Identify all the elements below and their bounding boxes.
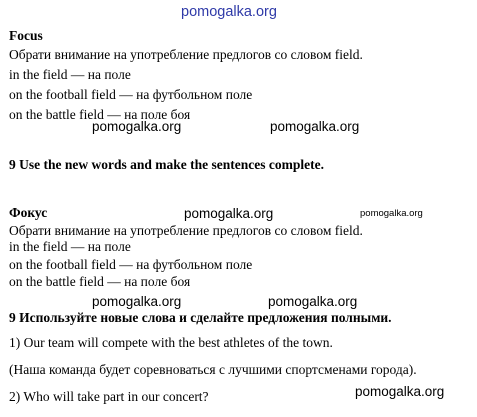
fokus-heading: Фокус bbox=[9, 205, 48, 220]
watermark: pomogalka.org bbox=[184, 206, 274, 221]
fokus-instruction: Обрати внимание на употребление предлогов со словом field. bbox=[9, 223, 363, 238]
watermark-small: pomogalka.org bbox=[360, 208, 423, 219]
focus-line-1: in the field — на поле bbox=[9, 67, 131, 82]
fokus-line-3: on the battle field — на поле боя bbox=[9, 274, 191, 289]
fokus-line-1: in the field — на поле bbox=[9, 239, 131, 254]
focus-heading: Focus bbox=[9, 28, 43, 43]
watermark: pomogalka.org bbox=[92, 294, 182, 309]
watermark: pomogalka.org bbox=[355, 384, 445, 399]
task9-title: 9 Use the new words and make the sentences complete. bbox=[9, 157, 324, 172]
watermark: pomogalka.org bbox=[268, 294, 358, 309]
watermark-top: pomogalka.org bbox=[181, 4, 277, 20]
focus-line-2: on the football field — на футбольном поле bbox=[9, 87, 253, 102]
fokus-line-2: on the football field — на футбольном поле bbox=[9, 257, 253, 272]
watermark: pomogalka.org bbox=[270, 119, 360, 134]
watermark: pomogalka.org bbox=[92, 119, 182, 134]
focus-line-3: on the battle field — на поле боя bbox=[9, 107, 191, 122]
task9-ru-title: 9 Используйте новые слова и сделайте предложения полными. bbox=[9, 310, 392, 325]
task9-item-2: 2) Who will take part in our concert? bbox=[9, 389, 209, 404]
task9-item-1: 1) Our team will compete with the best athletes of the town. bbox=[9, 335, 333, 350]
task9-item-1-translation: (Наша команда будет соревноваться с лучшими спортсменами города). bbox=[9, 362, 417, 377]
focus-instruction: Обрати внимание на употребление предлогов со словом field. bbox=[9, 47, 363, 62]
